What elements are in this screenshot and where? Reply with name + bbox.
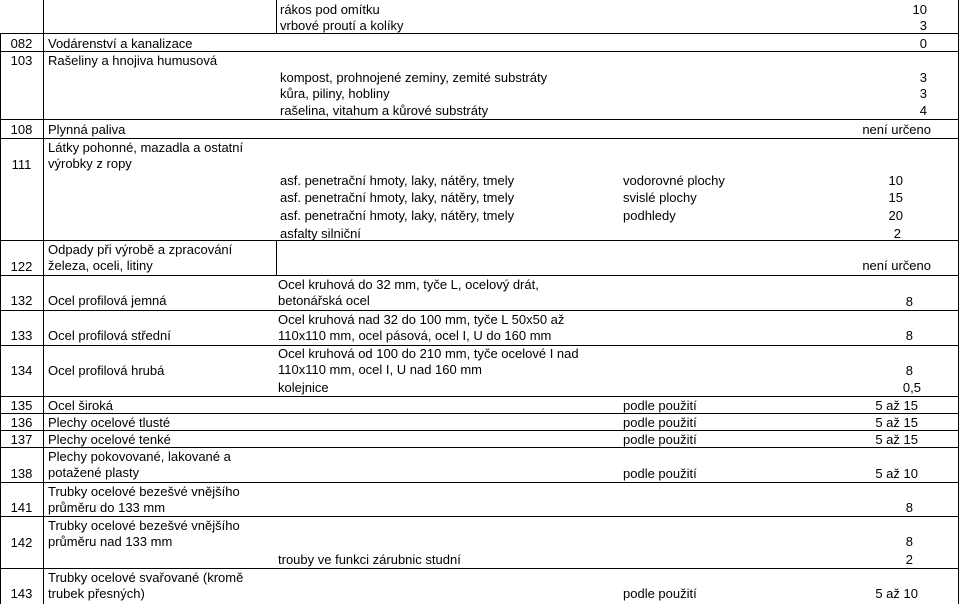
value-text: 20 [888,208,903,223]
row-name: trubek přesných) [48,586,145,601]
material-text: Ocel kruhová nad 32 do 100 mm, tyče L 50x50 až [278,312,565,327]
row-code: 138 [10,466,33,481]
row-code: 133 [10,328,33,343]
row-code: 132 [10,293,33,308]
material-text: kompost, prohnojené zeminy, zemité substráty [280,70,548,85]
row-name: Odpady při výrobě a zpracování [48,242,233,257]
value-text: 8 [905,328,913,343]
material-text: kůra, piliny, hobliny [280,86,390,101]
row-name: Trubky ocelové bezešvé vnějšího [48,518,240,533]
value-text: 8 [905,534,913,549]
row-code: 142 [10,535,33,550]
value-text: 8 [905,294,913,309]
value-text: 5 až 10 [875,466,918,481]
material-text: vrbové proutí a kolíky [280,18,404,33]
note-text: podle použití [623,586,697,601]
row-name: průměru nad 133 mm [48,534,173,549]
value-text: 0,5 [902,380,921,395]
value-text: není určeno [862,122,931,137]
row-name: Látky pohonné, mazadla a ostatní [48,140,244,155]
row-name: Ocel profilová jemná [48,293,167,308]
row-name: průměru do 133 mm [48,500,166,515]
material-text: Ocel kruhová do 32 mm, tyče L, ocelový drát, [278,277,539,292]
row-code: 122 [10,259,33,274]
material-text: rašelina, vitahum a kůrové substráty [280,103,489,118]
value-text: 15 [888,190,903,205]
note-text: podle použití [623,466,697,481]
row-name: Plechy pokovované, lakované a [48,449,231,464]
row-code: 135 [10,398,33,413]
value-text: 4 [919,103,927,118]
row-code: 082 [10,36,33,51]
row-name: výrobky z ropy [48,156,132,171]
value-text: 2 [893,226,901,241]
material-text: trouby ve funkci zárubnic studní [278,552,461,567]
note-text: svislé plochy [623,190,697,205]
row-code: 136 [10,415,33,430]
row-name: Vodárenství a kanalizace [48,36,193,51]
value-text: 5 až 15 [875,398,918,413]
value-text: 2 [905,552,913,567]
row-name: potažené plasty [48,465,140,480]
material-text: 110x110 mm, ocel I, U nad 160 mm [278,362,483,377]
value-text: 8 [905,363,913,378]
row-name: Trubky ocelové bezešvé vnějšího [48,484,240,499]
row-code: 141 [10,500,33,515]
value-text: 5 až 10 [875,586,918,601]
material-text: asf. penetrační hmoty, laky, nátěry, tmely [280,173,515,188]
material-text: asf. penetrační hmoty, laky, nátěry, tmely [280,208,515,223]
row-code: 103 [10,53,33,68]
note-text: podle použití [623,415,697,430]
row-name: Ocel široká [48,398,114,413]
value-text: 3 [919,18,927,33]
material-text: rákos pod omítku [280,2,380,17]
note-text: podhledy [623,208,676,223]
row-code: 134 [10,363,33,378]
note-text: vodorovné plochy [623,173,725,188]
row-name: Ocel profilová hrubá [48,363,165,378]
material-text: kolejnice [278,380,329,395]
row-name: železa, oceli, litiny [48,258,153,273]
row-name: Plynná paliva [48,122,126,137]
row-code: 108 [10,122,33,137]
material-text: asf. penetrační hmoty, laky, nátěry, tmely [280,190,515,205]
value-text: 10 [888,173,903,188]
row-name: Plechy ocelové tenké [48,432,171,447]
row-name: Rašeliny a hnojiva humusová [48,53,218,68]
value-text: 5 až 15 [875,415,918,430]
value-text: není určeno [862,258,931,273]
material-text: 110x110 mm, ocel pásová, ocel I, U do 160 mm [278,328,552,343]
material-text: Ocel kruhová od 100 do 210 mm, tyče ocelové I nad [278,346,579,361]
row-code: 111 [11,157,32,172]
row-name: Plechy ocelové tlusté [48,415,171,430]
value-text: 3 [919,70,927,85]
row-code: 137 [10,432,33,447]
note-text: podle použití [623,432,697,447]
value-text: 5 až 15 [875,432,918,447]
value-text: 0 [919,36,927,51]
row-name: Ocel profilová střední [48,328,171,343]
note-text: podle použití [623,398,697,413]
value-text: 3 [919,86,927,101]
value-text: 8 [905,500,913,515]
material-text: asfalty silniční [280,226,361,241]
value-text: 10 [912,2,927,17]
material-text: betonářská ocel [278,293,370,308]
row-name: Trubky ocelové svařované (kromě [48,570,244,585]
row-code: 143 [10,586,33,601]
